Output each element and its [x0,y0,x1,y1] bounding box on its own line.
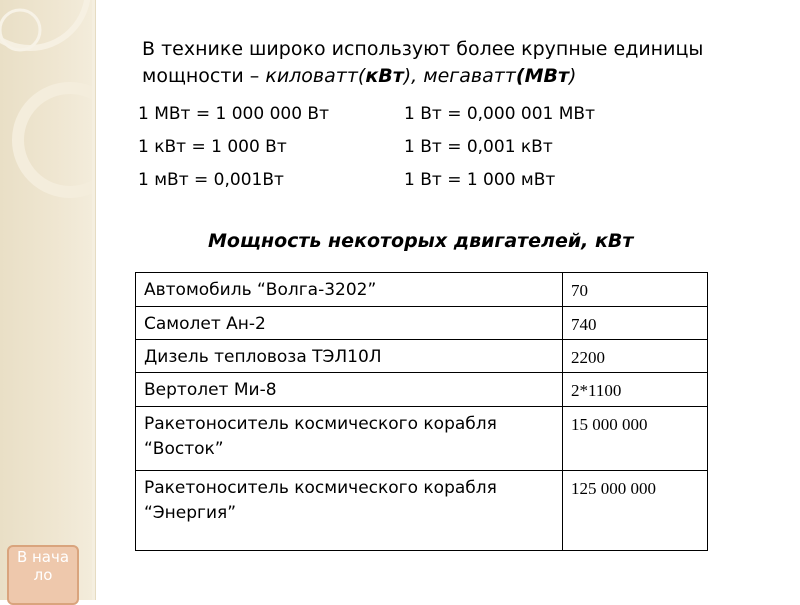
unit-kw-name: киловатт [265,65,358,87]
engine-power: 2*1100 [563,373,708,407]
conversion-mw-to-w: 1 МВт = 1 000 000 Вт [138,104,329,124]
engine-power: 125 000 000 [563,471,708,551]
engine-power: 2200 [563,340,708,373]
intro-text: В технике широко используют более крупные единицы мощности – киловатт(кВт), мегаватт(МВт) [142,38,704,87]
table-row [136,407,708,471]
unit-mw-abbr: МВт [524,65,569,87]
engine-name: Вертолет Ми-8 [136,373,563,407]
table-row [136,471,708,551]
conversion-w-to-mw: 1 Вт = 0,000 001 МВт [404,104,595,124]
decorative-circles [0,0,92,600]
unit-mw-name: мегаватт [423,65,516,87]
unit-kw-abbr: кВт [365,65,404,87]
decorative-side-panel [0,0,92,600]
home-button[interactable] [7,545,79,605]
engine-name: Самолет Ан-2 [136,307,563,340]
home-button-label: В начало [16,548,70,584]
conversion-w-to-kw: 1 Вт = 0,001 кВт [404,137,553,157]
table-row [136,373,708,407]
conversion-milliwatt-to-w: 1 мВт = 0,001Вт [138,170,284,190]
engine-power: 740 [563,307,708,340]
engine-power-table [135,272,708,551]
unit-separator: , [411,65,424,87]
engine-name: Дизель тепловоза ТЭЛ10Л [136,340,563,373]
intro-sentence: В технике широко используют более крупные единицы мощности – [142,38,704,87]
engine-name: Автомобиль “Волга-3202” [136,273,563,307]
table-row [136,273,708,307]
table-row [136,307,708,340]
engine-name: Ракетоноситель космического корабля “Энергия” [136,471,563,551]
engine-power: 15 000 000 [563,407,708,471]
engine-name: Ракетоноситель космического корабля “Восток” [136,407,563,471]
table-title: Мощность некоторых двигателей, кВт [208,230,634,252]
conversion-w-to-milliwatt: 1 Вт = 1 000 мВт [404,170,556,190]
conversion-kw-to-w: 1 кВт = 1 000 Вт [138,137,287,157]
panel-divider-shadow [95,0,96,600]
table-row [136,340,708,373]
engine-power: 70 [563,273,708,307]
